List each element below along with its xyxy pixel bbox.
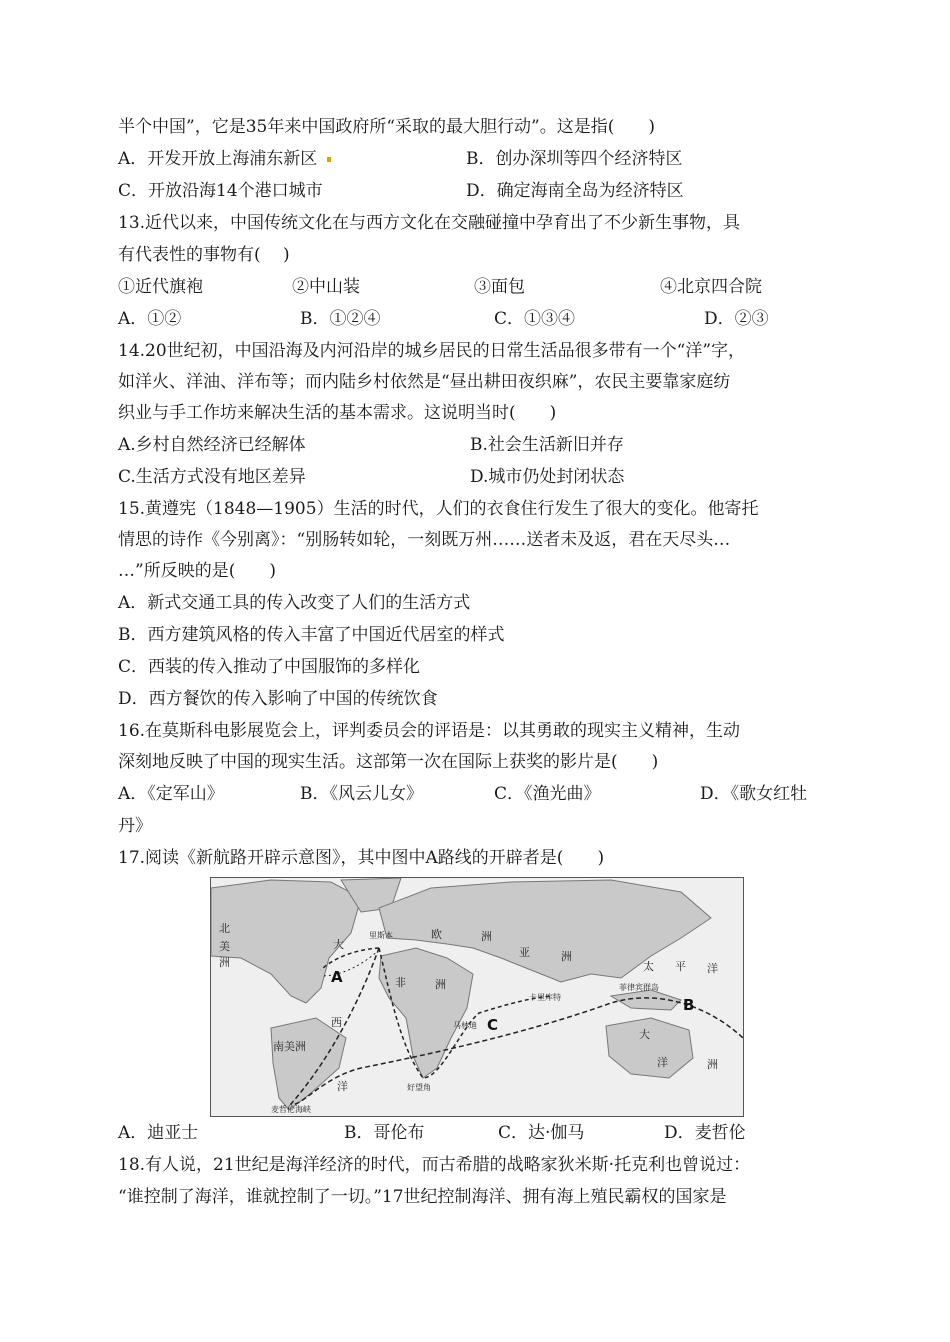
- q16-option-d-continued: 丹》: [118, 816, 152, 836]
- q16-option-c: C．《渔光曲》: [494, 784, 601, 804]
- q17-stem: 17.阅读《新航路开辟示意图》，其中图中A路线的开辟者是( ): [118, 848, 605, 868]
- label-africa-2: 洲: [435, 978, 446, 991]
- label-asia-1: 亚: [519, 946, 530, 959]
- label-malindi: 马林迪: [453, 1021, 477, 1030]
- label-pacific-3: 洋: [707, 962, 718, 975]
- q15-stem-line2: 情思的诗作《今别离》：“别肠转如轮，一刻既万州……送者未及返，君在天尽头…: [118, 530, 731, 550]
- q14-option-a: A.乡村自然经济已经解体: [118, 435, 306, 455]
- label-calicut: 卡里库特: [529, 993, 561, 1002]
- q13-stem-line1: 13.近代以来，中国传统文化在与西方文化在交融碰撞中孕育出了不少新生事物，具: [118, 213, 741, 233]
- q13-stem-line2: 有代表性的事物有( ): [118, 245, 290, 265]
- q14-option-b: B.社会生活新旧并存: [470, 435, 624, 455]
- map-drawing: [211, 878, 743, 1116]
- q13-item-4: ④北京四合院: [660, 277, 762, 297]
- label-europe-1: 欧: [431, 928, 442, 941]
- q18-stem-line2: “谁控制了海洋，谁就控制了一切。”17世纪控制海洋、拥有海上殖民霸权的国家是: [118, 1187, 727, 1207]
- route-a-label: A: [331, 968, 343, 986]
- label-europe-2: 洲: [481, 930, 492, 943]
- q12-option-c: C．开放沿海14个港口城市: [118, 181, 323, 201]
- q13-option-a: A．①②: [118, 309, 182, 329]
- q14-stem-line1: 14.20世纪初，中国沿海及内河沿岸的城乡居民的日常生活品很多带有一个“洋”字，: [118, 341, 746, 361]
- q18-stem-line1: 18.有人说，21世纪是海洋经济的时代，而古希腊的战略家狄米斯·托克利也曾说过：: [118, 1155, 751, 1175]
- q16-stem-line1: 16.在莫斯科电影展览会上，评判委员会的评语是：以其勇敢的现实主义精神，生动: [118, 721, 741, 741]
- q12-stem: 半个中国”，它是35年来中国政府所“采取的最大胆行动”。这是指( ): [118, 117, 655, 137]
- q16-option-d: D．《歌女红牡: [700, 784, 808, 804]
- highlight-dot: [327, 157, 331, 162]
- q16-option-b: B．《风云儿女》: [300, 784, 423, 804]
- q12-option-d: D．确定海南全岛为经济特区: [466, 181, 684, 201]
- q15-option-b: B．西方建筑风格的传入丰富了中国近代居室的样式: [118, 625, 505, 645]
- q15-option-a: A．新式交通工具的传入改变了人们的生活方式: [118, 593, 471, 613]
- label-oceania-zhou: 洲: [707, 1058, 718, 1071]
- q15-stem-line3: …”所反映的是( ): [118, 561, 276, 581]
- q15-option-d: D．西方餐饮的传入影响了中国的传统饮食: [118, 689, 438, 709]
- label-atlantic-yang: 洋: [337, 1080, 348, 1093]
- new-sea-routes-map: [210, 877, 744, 1117]
- q13-item-1: ①近代旗袍: [118, 277, 203, 297]
- label-pacific-1: 太: [643, 960, 654, 973]
- q14-option-c: C.生活方式没有地区差异: [118, 467, 306, 487]
- q14-option-d: D.城市仍处封闭状态: [470, 467, 625, 487]
- label-america: 美: [219, 940, 230, 953]
- label-philippines: 菲律宾群岛: [619, 983, 659, 992]
- q17-option-b: B．哥伦布: [344, 1123, 425, 1143]
- q12-option-a: A．开发开放上海浦东新区: [118, 148, 331, 170]
- label-cape-of-good-hope: 好望角: [407, 1083, 431, 1092]
- label-africa-1: 非: [395, 976, 406, 989]
- q13-item-2: ②中山装: [292, 277, 360, 297]
- q17-option-d: D．麦哲伦: [664, 1123, 746, 1143]
- q17-option-c: C．达·伽马: [498, 1123, 585, 1143]
- q16-stem-line2: 深刻地反映了中国的现实生活。这部第一次在国际上获奖的影片是( ): [118, 752, 659, 772]
- label-america-zhou: 洲: [219, 956, 230, 969]
- q15-option-c: C．西装的传入推动了中国服饰的多样化: [118, 657, 421, 677]
- q15-stem-line1: 15.黄遵宪（1848—1905）生活的时代，人们的衣食住行发生了很大的变化。他寄托: [118, 499, 759, 519]
- q13-item-3: ③面包: [474, 277, 525, 297]
- label-north: 北: [219, 922, 230, 935]
- q14-stem-line2: 如洋火、洋油、洋布等；而内陆乡村依然是“昼出耕田夜织麻”，农民主要靠家庭纺: [118, 372, 731, 392]
- label-atlantic-xi: 西: [331, 1016, 342, 1029]
- label-atlantic-da: 大: [333, 938, 344, 951]
- q14-stem-line3: 织业与手工作坊来解决生活的基本需求。这说明当时( ): [118, 403, 557, 423]
- route-c-label: C: [487, 1016, 499, 1034]
- label-pacific-2: 平: [675, 960, 686, 973]
- q13-option-c: C．①③④: [494, 309, 576, 329]
- label-lisbon: 里斯本: [369, 931, 393, 940]
- route-b-label: B: [683, 996, 695, 1014]
- q13-option-d: D．②③: [704, 309, 769, 329]
- label-asia-2: 洲: [561, 950, 572, 963]
- label-magellan-strait: 麦哲伦海峡: [271, 1105, 311, 1114]
- label-oceania-yang: 洋: [657, 1056, 668, 1069]
- q12-option-b: B．创办深圳等四个经济特区: [466, 149, 683, 169]
- label-south-america: 南美洲: [273, 1040, 306, 1053]
- label-oceania-da: 大: [639, 1028, 650, 1041]
- q13-option-b: B．①②④: [300, 309, 381, 329]
- q17-option-a: A．迪亚士: [118, 1123, 199, 1143]
- q16-option-a: A．《定军山》: [118, 784, 224, 804]
